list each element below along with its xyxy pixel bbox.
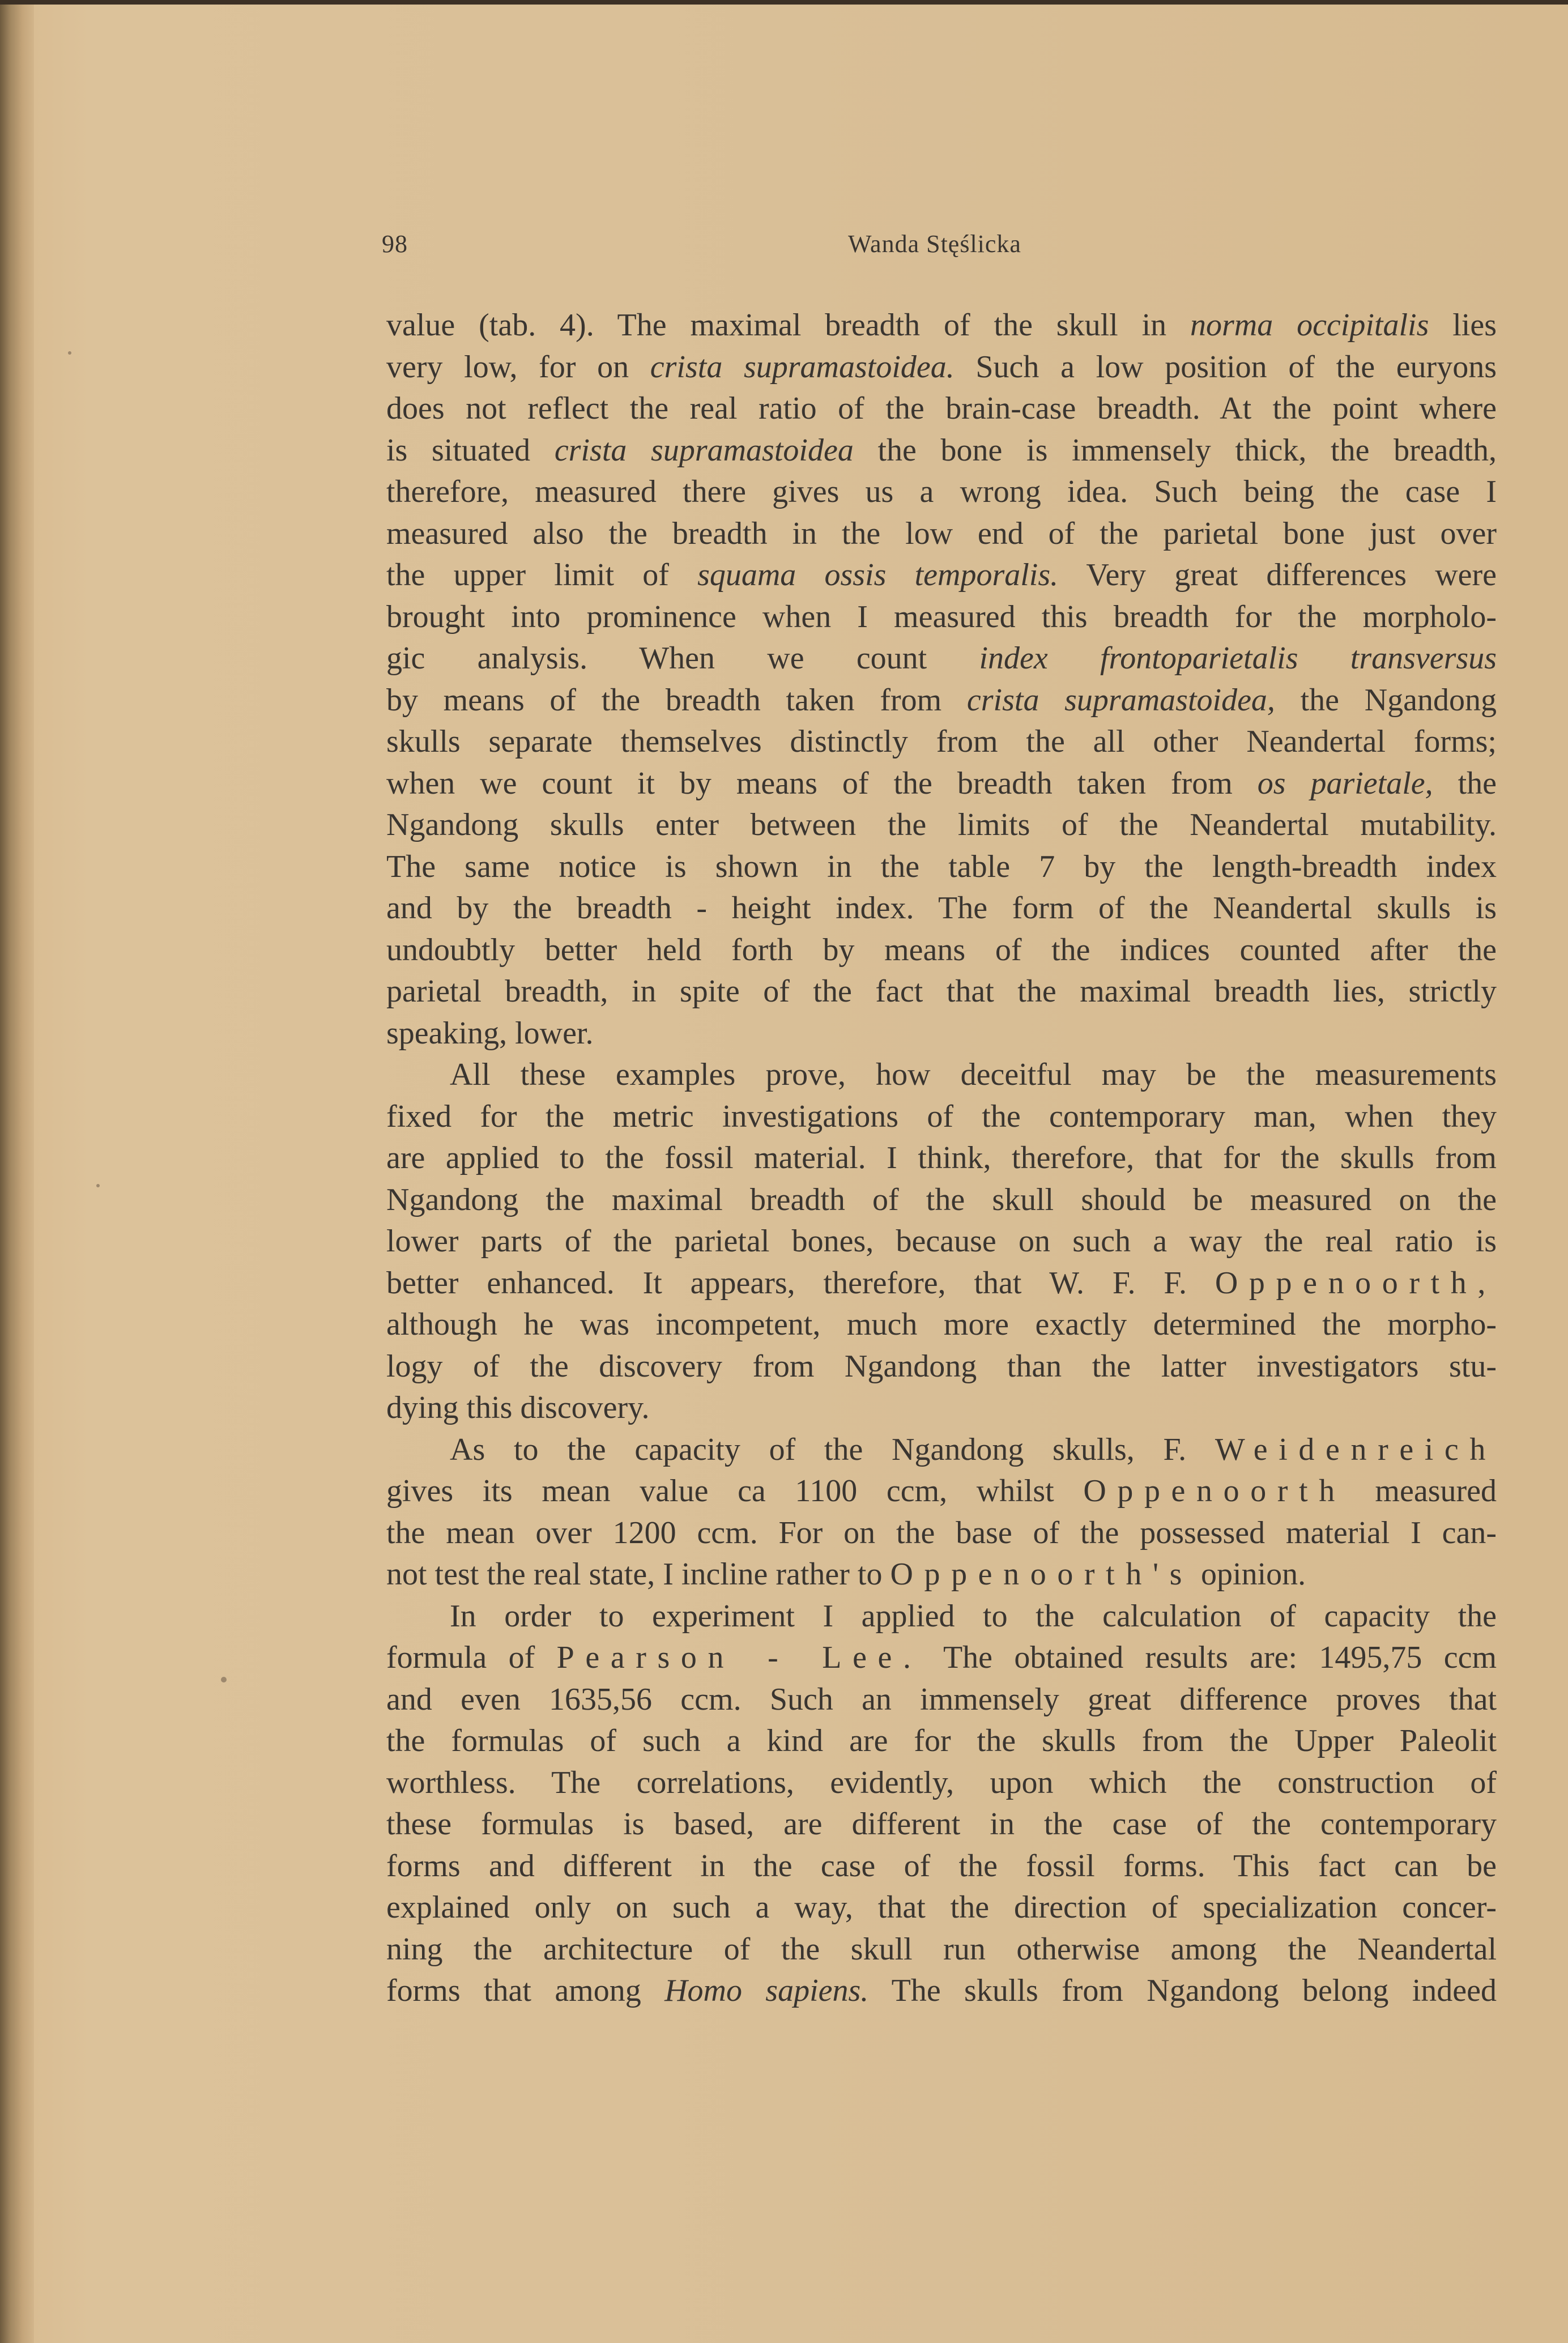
text-line: [386, 347, 1497, 389]
text-line: [386, 1304, 1497, 1346]
text-run: the formulas of such a kind are for the skulls from the Upper Paleolit: [386, 1723, 1497, 1758]
italic-term: norma occipitalis: [1190, 308, 1429, 343]
page-top-edge: [0, 0, 1568, 5]
body-text: [386, 305, 1497, 2012]
italic-term: crista supramastoidea,: [966, 682, 1275, 718]
text-run: opinion.: [1193, 1557, 1306, 1592]
text-run: is situated: [386, 432, 555, 468]
text-run: forms that among: [386, 1973, 665, 2008]
text-line: [386, 1138, 1497, 1179]
text-run: All these examples prove, how deceitful may be the measurements: [450, 1057, 1497, 1092]
spaced-name: Oppenoorth,: [1215, 1265, 1497, 1301]
italic-term: crista supramastoidea.: [650, 349, 955, 385]
text-run: not test the real state, I incline rather to: [386, 1557, 890, 1592]
text-line: [386, 555, 1497, 597]
text-line: [386, 1804, 1497, 1846]
text-run: skulls separate themselves distinctly from the all other Neandertal forms;: [386, 724, 1497, 759]
paper-speck: [221, 1677, 227, 1682]
page-header: [374, 229, 1495, 269]
text-run: and by the breadth - height index. The form of the Neandertal skulls is: [386, 891, 1497, 926]
text-run: gic analysis. When we count: [386, 641, 979, 676]
text-run: The skulls from Ngandong belong indeed: [868, 1973, 1497, 2008]
text-run: very low, for on: [386, 349, 650, 385]
text-line: [386, 1554, 1497, 1596]
text-run: although he was incompetent, much more exactly determined the morpho-: [386, 1307, 1497, 1342]
italic-term: Homo sapiens.: [664, 1973, 869, 2008]
text-run: gives its mean value ca 1100 ccm, whilst: [386, 1473, 1084, 1509]
paper-speck: [96, 1184, 100, 1187]
text-line: [386, 430, 1497, 472]
text-line: [386, 1929, 1497, 1971]
text-run: value (tab. 4). The maximal breadth of the skull in: [386, 308, 1190, 343]
text-line: [386, 638, 1497, 680]
text-line: [386, 930, 1497, 972]
paper-speck: [68, 351, 71, 355]
text-line: [386, 1720, 1497, 1762]
text-line: [386, 971, 1497, 1013]
running-head-author: Wanda Stęślicka: [848, 230, 1021, 258]
text-run: does not reflect the real ratio of the brain-case breadth. At the point where: [386, 391, 1497, 426]
text-line: [386, 1096, 1497, 1138]
italic-term: index frontoparietalis transversus: [979, 641, 1497, 676]
text-run: these formulas is based, are different in the case of the contemporary: [386, 1807, 1497, 1842]
text-run: and even 1635,56 ccm. Such an immensely great difference proves that: [386, 1681, 1497, 1717]
text-run: ning the architecture of the skull run otherwise among the Neandertal: [386, 1931, 1497, 1967]
text-line: [386, 1637, 1497, 1679]
text-run: speaking, lower.: [386, 1015, 594, 1051]
spaced-name: Pearson - Lee.: [556, 1640, 922, 1675]
spaced-name: Oppenoorth's: [890, 1557, 1194, 1592]
text-line: [386, 1513, 1497, 1554]
text-line: [386, 1221, 1497, 1263]
text-run: by means of the breadth taken from: [386, 682, 967, 718]
text-run: the: [1433, 765, 1497, 801]
text-line: [386, 680, 1497, 722]
text-run: the mean over 1200 ccm. For on the base of the possessed material I can-: [386, 1515, 1497, 1550]
text-run: Ngandong the maximal breadth of the skull should be measured on the: [386, 1182, 1497, 1217]
text-run: forms and different in the case of the fossil forms. This fact can be: [386, 1848, 1497, 1884]
text-line: [386, 471, 1497, 513]
text-run: the bone is immensely thick, the breadth,: [853, 432, 1497, 468]
text-line: [386, 388, 1497, 430]
text-run: the upper limit of: [386, 557, 698, 593]
text-run: Ngandong skulls enter between the limits of the Neandertal mutability.: [386, 807, 1497, 842]
italic-term: squama ossis temporalis.: [697, 557, 1059, 593]
text-line: [386, 1263, 1497, 1305]
text-line: [386, 305, 1497, 347]
text-line: [386, 597, 1497, 638]
text-run: The same notice is shown in the table 7 by the length-breadth index: [386, 849, 1497, 884]
text-line: [386, 1596, 1497, 1638]
text-line: [386, 1471, 1497, 1513]
spaced-name: Oppenoorth: [1083, 1473, 1346, 1509]
text-line: [386, 721, 1497, 763]
text-line: [386, 1762, 1497, 1804]
text-line: [386, 1387, 1497, 1429]
spaced-name: Weidenreich: [1215, 1432, 1497, 1467]
text-line: [386, 513, 1497, 555]
text-run: Such a low position of the euryons: [954, 349, 1497, 385]
text-line: [386, 1846, 1497, 1888]
text-line: [386, 1346, 1497, 1388]
text-run: parietal breadth, in spite of the fact that the maximal breadth lies, strictly: [386, 974, 1497, 1009]
text-line: [386, 763, 1497, 805]
text-run: As to the capacity of the Ngandong skulls, F.: [450, 1432, 1215, 1467]
text-line: [386, 1679, 1497, 1721]
text-line: [386, 1970, 1497, 2012]
text-line: [386, 1887, 1497, 1929]
text-run: Very great differences were: [1058, 557, 1497, 593]
italic-term: crista supramastoidea: [554, 432, 854, 468]
text-run: therefore, measured there gives us a wrong idea. Such being the case I: [386, 474, 1497, 509]
text-run: fixed for the metric investigations of the contemporary man, when they: [386, 1098, 1497, 1134]
text-line: [386, 1013, 1497, 1055]
text-run: worthless. The correlations, evidently, upon which the construction of: [386, 1765, 1497, 1800]
text-run: explained only on such a way, that the direction of specialization concer-: [386, 1890, 1497, 1925]
text-run: undoubtly better held forth by means of the indices counted after the: [386, 932, 1497, 968]
text-run: are applied to the fossil material. I think, therefore, that for the skulls from: [386, 1140, 1497, 1175]
page-binding-edge: [0, 0, 34, 2343]
text-line: [386, 804, 1497, 846]
text-line: [386, 1179, 1497, 1221]
text-line: [386, 1054, 1497, 1096]
text-line: [386, 1429, 1497, 1471]
text-run: formula of: [386, 1640, 557, 1675]
text-run: measured also the breadth in the low end of the parietal bone just over: [386, 516, 1497, 551]
text-run: measured: [1345, 1473, 1497, 1509]
text-line: [386, 846, 1497, 888]
text-run: the Ngandong: [1275, 682, 1497, 718]
text-run: The obtained results are: 1495,75 ccm: [922, 1640, 1497, 1675]
text-line: [386, 888, 1497, 930]
text-run: lower parts of the parietal bones, because on such a way the real ratio is: [386, 1224, 1497, 1259]
text-run: when we count it by means of the breadth taken from: [386, 765, 1258, 801]
page-number: 98: [382, 230, 408, 258]
text-run: better enhanced. It appears, therefore, that W. F. F.: [386, 1265, 1215, 1301]
text-run: lies: [1429, 308, 1497, 343]
text-run: In order to experiment I applied to the calculation of capacity the: [450, 1598, 1497, 1634]
text-run: brought into prominence when I measured this breadth for the morpholo-: [386, 599, 1497, 634]
text-run: dying this discovery.: [386, 1390, 650, 1425]
italic-term: os parietale,: [1257, 765, 1433, 801]
text-run: logy of the discovery from Ngandong than the latter investigators stu-: [386, 1348, 1497, 1384]
